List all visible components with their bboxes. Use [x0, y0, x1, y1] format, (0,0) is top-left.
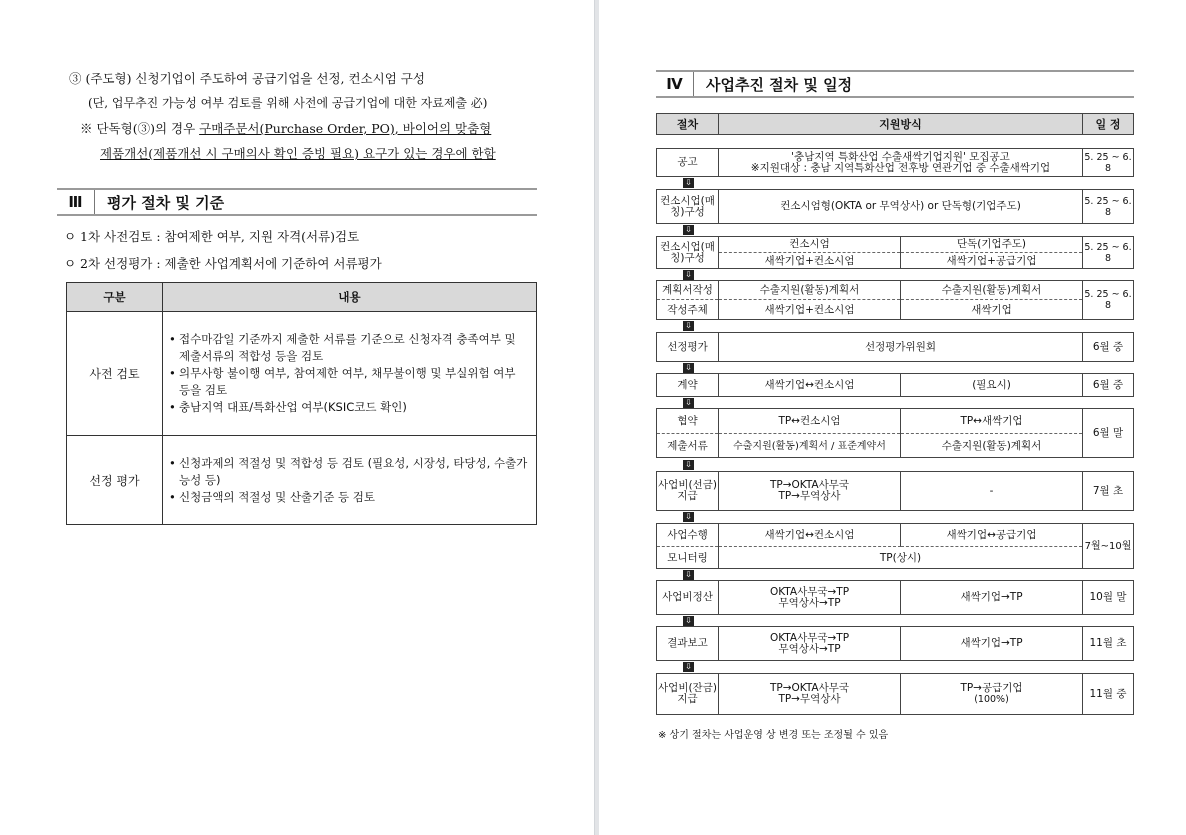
note-line2: 제품개선(제품개선 시 구매의사 확인 증빙 필요) 요구가 있는 경우에 한함 — [100, 146, 496, 161]
content-cell: 선정평가위원회 — [719, 333, 1083, 361]
content-cell-a: TP→OKTA사무국 TP→무역상사 — [719, 674, 901, 714]
note-line1 — [80, 119, 491, 137]
table-row — [656, 471, 1134, 511]
section3-number: Ⅲ — [57, 190, 95, 214]
row-category: 선정 평가 — [67, 436, 163, 525]
step-cell: 사업비(선금)지급 — [657, 472, 719, 510]
date-cell: 5. 25 ~ 6. 8 — [1084, 289, 1132, 311]
row-content — [163, 436, 537, 525]
date-cell: 11월 초 — [1089, 637, 1127, 649]
step-cell: 사업비정산 — [657, 581, 719, 614]
note-prefix: ※ 단독형(③)의 경우 — [80, 121, 200, 136]
arrow-down-icon: ⇩ — [683, 662, 694, 672]
list-item: • 신청과제의 적절성 및 적합성 등 검토 (필요성, 시장성, 타당성, 수출가능성 등) — [169, 455, 528, 487]
eval-step1: ㅇ 1차 사전검토 : 참여제한 여부, 지원 자격(서류)검토 — [64, 229, 360, 244]
item3-line2: (단, 업무추진 가능성 여부 검토를 위해 사전에 공급기업에 대한 자료제출 必) — [88, 96, 488, 110]
arrow-down-icon: ⇩ — [683, 225, 694, 235]
header-content: 내용 — [163, 283, 537, 312]
table-row — [67, 436, 537, 525]
table-row — [656, 626, 1134, 661]
header-step: 절차 — [657, 114, 719, 134]
step-cell: 계획서작성 작성주체 — [657, 281, 719, 319]
date-cell: 5. 25 ~ 6. 8 — [1084, 241, 1132, 264]
arrow-down-icon: ⇩ — [683, 270, 694, 280]
table-row — [67, 312, 537, 436]
arrow-down-icon: ⇩ — [683, 321, 694, 331]
content-cell-a: 컨소시엄 새싹기업+컨소시엄 — [719, 237, 901, 268]
date-cell: 6월 중 — [1092, 378, 1124, 391]
table-row — [656, 236, 1134, 269]
step-cell: 결과보고 — [657, 627, 719, 660]
step-cell: 사업비(잔금)지급 — [657, 674, 719, 714]
date-cell: 5. 25 ~ 6. 8 — [1084, 151, 1132, 174]
section4-number: Ⅳ — [656, 72, 694, 96]
date-cell: 5. 25 ~ 6. 8 — [1084, 195, 1132, 218]
content-cell: 컨소시엄형(OKTA or 무역상사) or 단독형(기업주도) — [719, 190, 1083, 223]
content-cell-a: OKTA사무국→TP 무역상사→TP — [719, 581, 901, 614]
table-header-row — [67, 283, 537, 312]
list-item: • 신청금액의 적절성 및 산출기준 등 검토 — [169, 489, 376, 504]
content-cell-a: 새싹기업↔컨소시엄 — [719, 374, 901, 396]
step-cell: 협약 제출서류 — [657, 409, 719, 457]
arrow-down-icon: ⇩ — [683, 616, 694, 626]
list-item: • 의무사항 불이행 여부, 참여제한 여부, 채무불이행 및 부실위험 여부 등을 검토 — [169, 366, 516, 397]
arrow-down-icon: ⇩ — [683, 570, 694, 580]
content-cell: 새싹기업↔컨소시엄 새싹기업↔공급기업 TP(상시) — [719, 524, 1083, 568]
row-category: 사전 검토 — [67, 312, 163, 436]
date-cell: 10월 말 — [1089, 591, 1127, 603]
section4-heading — [656, 70, 1134, 98]
content-cell-b: (필요시) — [901, 374, 1083, 396]
row-content — [163, 312, 537, 436]
section4-title: 사업추진 절차 및 일정 — [706, 75, 853, 94]
table-row — [656, 673, 1134, 715]
content-cell-b: 수출지원(활동)계획서 새싹기업 — [901, 281, 1083, 319]
header-method: 지원방식 — [719, 114, 1083, 134]
arrow-down-icon: ⇩ — [683, 460, 694, 470]
step-cell: 선정평가 — [657, 333, 719, 361]
content-cell: '충남지역 특화산업 수출새싹기업지원' 모집공고 ※지원대상 : 충남 지역특화산업 전후방 연관기업 중 수출새싹기업 — [719, 149, 1083, 176]
item3-line1: ③ (주도형) 신청기업이 주도하여 공급기업을 선정, 컨소시엄 구성 — [69, 71, 425, 86]
step-cell: 계약 — [657, 374, 719, 396]
table-row — [656, 408, 1134, 458]
step-cell: 컨소시업(매칭)구성 — [657, 190, 719, 223]
header-category: 구분 — [67, 283, 163, 312]
section3-title: 평가 절차 및 기준 — [107, 193, 225, 212]
table-row — [656, 332, 1134, 362]
schedule-header-row — [656, 113, 1134, 135]
header-date: 일 정 — [1095, 117, 1121, 131]
step-cell: 공고 — [657, 149, 719, 176]
step-cell: 사업수행 모니터링 — [657, 524, 719, 568]
schedule-footnote: ※ 상기 절차는 사업운영 상 변경 또는 조정될 수 있음 — [658, 730, 889, 741]
date-cell: 11월 중 — [1089, 687, 1127, 700]
arrow-down-icon: ⇩ — [683, 398, 694, 408]
content-cell-b: TP→공급기업 (100%) — [901, 674, 1083, 714]
date-cell: 6월 중 — [1092, 340, 1124, 353]
table-row — [656, 189, 1134, 224]
eval-step2: ㅇ 2차 선정평가 : 제출한 사업계획서에 기준하여 서류평가 — [64, 256, 382, 271]
date-cell: 7월~10월 — [1084, 540, 1132, 552]
arrow-down-icon: ⇩ — [683, 363, 694, 373]
arrow-down-icon: ⇩ — [683, 512, 694, 522]
content-cell-b: TP↔새싹기업 수출지원(활동)계획서 — [901, 409, 1083, 457]
content-cell-b: - — [901, 472, 1083, 510]
section3-heading — [57, 188, 537, 216]
date-cell: 7월 초 — [1092, 484, 1124, 497]
content-cell-b: 새싹기업→TP — [901, 627, 1083, 660]
table-row — [656, 148, 1134, 177]
arrow-down-icon: ⇩ — [683, 178, 694, 188]
list-item: • 충남지역 대표/특화산업 여부(KSIC코드 확인) — [169, 400, 407, 414]
content-cell-a: TP→OKTA사무국 TP→무역상사 — [719, 472, 901, 510]
table-row — [656, 280, 1134, 320]
table-row — [656, 373, 1134, 397]
content-cell-a: TP↔컨소시엄 수출지원(활동)계획서 / 표준계약서 — [719, 409, 901, 457]
eval-criteria-table — [66, 282, 537, 525]
content-cell-b: 새싹기업→TP — [901, 581, 1083, 614]
table-row — [656, 580, 1134, 615]
table-row — [656, 523, 1134, 569]
content-cell-a: 수출지원(활동)계획서 새싹기업+컨소시엄 — [719, 281, 901, 319]
list-item: • 접수마감일 기준까지 제출한 서류를 기준으로 신청자격 충족여부 및 제출서류의 적합성 등을 검토 — [169, 332, 516, 363]
date-cell: 6월 말 — [1092, 426, 1124, 439]
content-cell-b: 단독(기업주도) 새싹기업+공급기업 — [901, 237, 1083, 268]
note-underlined-1: 구매주문서(Purchase Order, PO), 바이어의 맞춤형 — [199, 121, 492, 136]
content-cell-a: OKTA사무국→TP 무역상사→TP — [719, 627, 901, 660]
step-cell: 컨소시업(매칭)구성 — [657, 237, 719, 268]
